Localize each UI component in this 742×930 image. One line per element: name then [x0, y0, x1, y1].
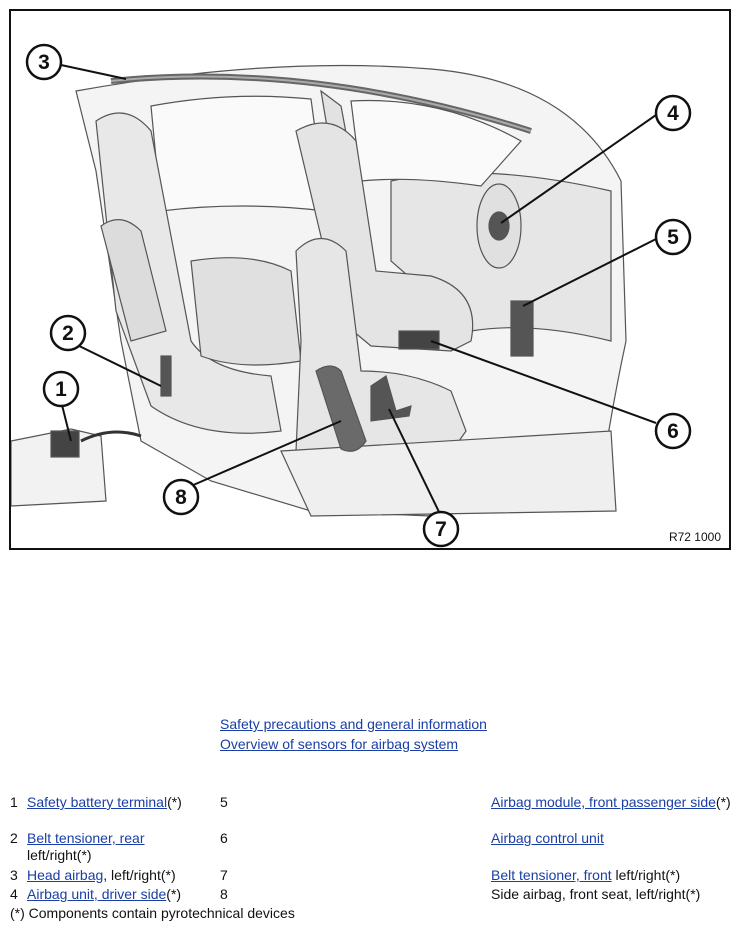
callout-label: 3 — [38, 51, 50, 74]
legend-num: 5 — [220, 794, 228, 810]
callout-5 — [656, 220, 690, 254]
link-belt-tensioner-rear[interactable]: Belt tensioner, rear — [27, 830, 145, 846]
callout-1 — [44, 372, 78, 406]
callout-label: 2 — [62, 322, 74, 345]
link-safety-battery-terminal[interactable]: Safety battery terminal — [27, 794, 168, 810]
legend-suffix: , left/right(*) — [103, 867, 176, 883]
callout-label: 8 — [175, 486, 187, 509]
related-links — [220, 716, 520, 753]
legend-num: 8 — [220, 886, 228, 902]
callout-3 — [27, 45, 61, 79]
legend-item-7 — [491, 867, 680, 884]
car-interior-illustration — [11, 11, 731, 550]
callout-label: 6 — [667, 420, 679, 443]
legend-num: 7 — [220, 867, 228, 883]
figure-code: R72 1000 — [665, 529, 725, 545]
callout-2 — [51, 316, 85, 350]
legend-suffix: (*) — [167, 794, 182, 810]
callout-7 — [424, 512, 458, 546]
link-head-airbag[interactable]: Head airbag — [27, 867, 104, 883]
legend-item-3 — [27, 867, 176, 884]
legend-suffix: left/right(*) — [611, 867, 681, 883]
link-belt-tensioner-front[interactable]: Belt tensioner, front — [491, 867, 612, 883]
car-body-outline — [11, 65, 626, 516]
legend-item-8: Side airbag, front seat, left/right(*) — [491, 886, 701, 902]
callout-label: 7 — [435, 518, 447, 541]
legend-item-5 — [491, 794, 731, 811]
legend-num: 1 — [10, 794, 18, 810]
callout-label: 5 — [667, 226, 679, 249]
link-airbag-module-front-passenger[interactable]: Airbag module, front passenger side — [491, 794, 716, 810]
callout-4 — [656, 96, 690, 130]
callout-label: 4 — [667, 102, 679, 125]
link-safety-precautions[interactable]: Safety precautions and general information — [220, 716, 487, 732]
callout-6 — [656, 414, 690, 448]
link-airbag-control-unit[interactable]: Airbag control unit — [491, 830, 604, 846]
component-diagram — [9, 9, 731, 550]
legend-item-2 — [27, 830, 187, 864]
link-airbag-unit-driver-side[interactable]: Airbag unit, driver side — [27, 886, 167, 902]
legend-num: 6 — [220, 830, 228, 846]
callout-label: 1 — [55, 378, 67, 401]
legend-num: 4 — [10, 886, 18, 902]
legend-suffix: (*) — [166, 886, 182, 902]
legend-item-4 — [27, 886, 181, 903]
legend-num: 3 — [10, 867, 18, 883]
legend-suffix: left/right(*) — [27, 847, 92, 863]
pyrotechnic-note: (*) Components contain pyrotechnical devices — [10, 905, 295, 921]
legend-suffix: (*) — [715, 794, 731, 810]
callout-8 — [164, 480, 198, 514]
legend-item-1 — [27, 794, 182, 811]
legend-item-6 — [491, 830, 604, 847]
link-overview-sensors[interactable]: Overview of sensors for airbag system — [220, 736, 459, 752]
legend-num: 2 — [10, 830, 18, 846]
